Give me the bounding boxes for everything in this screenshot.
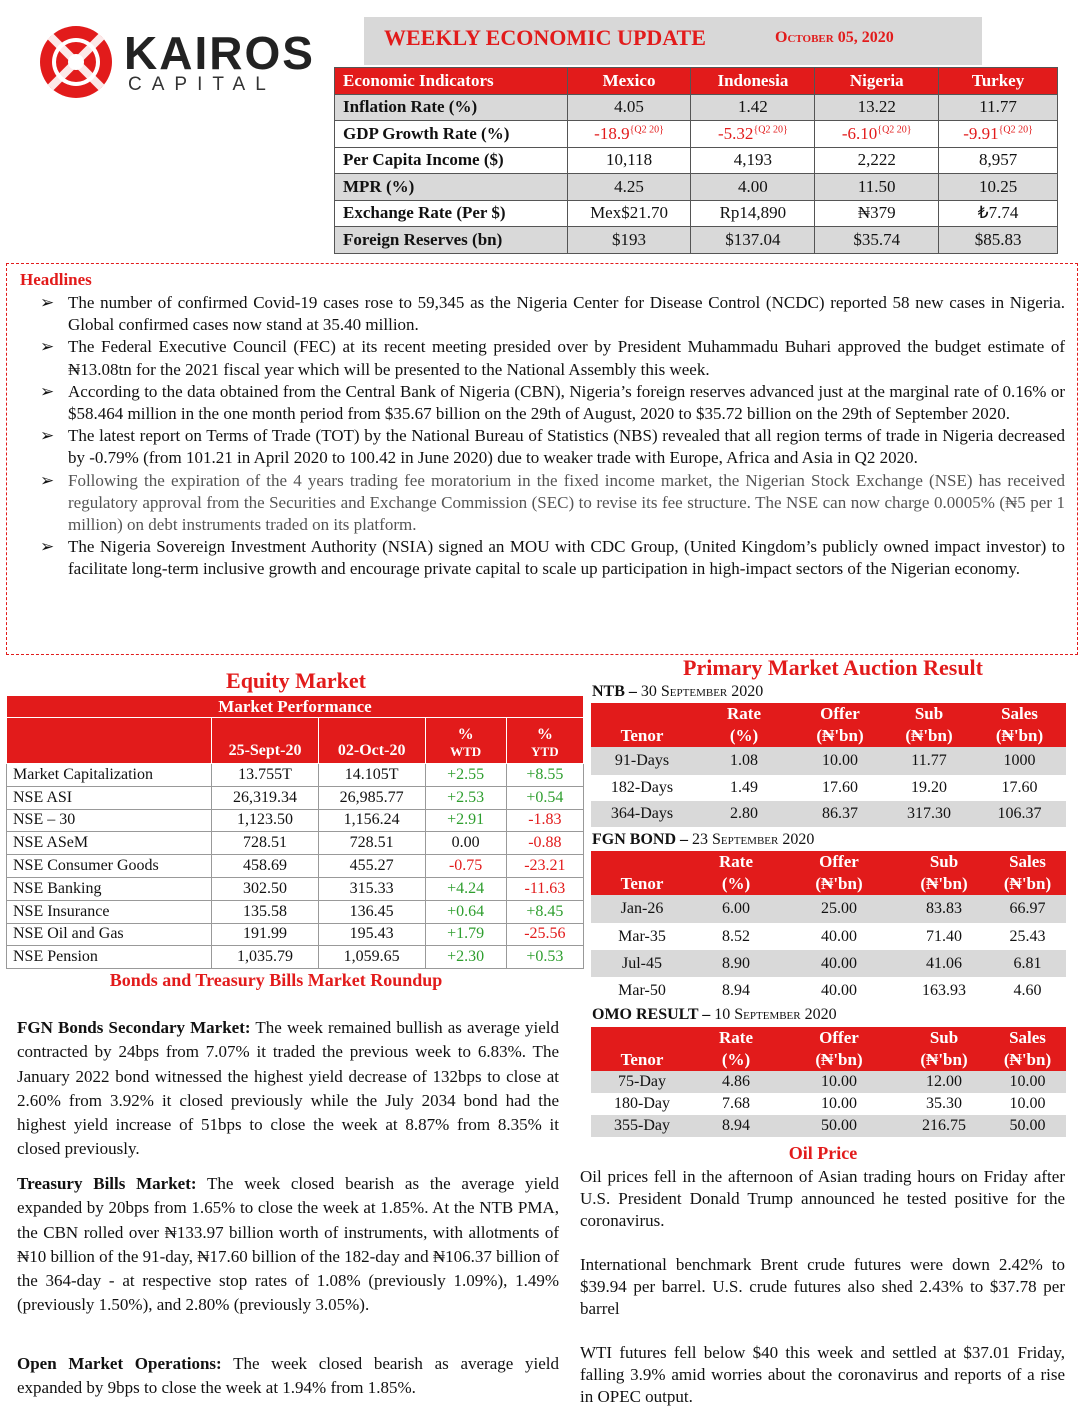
- indicator-value: 10,118: [567, 147, 691, 174]
- headline-item: ➢ The latest report on Terms of Trade (TOT) by the National Bureau of Statistics (NBS) revealed that all region terms of trade in Nigeria decreased by -0.79% (from 101.21 in April 2020 to 100.42 in June 2020) due to weaker trade with Europe, Africa and Asia in Q2 2020.: [40, 426, 1065, 468]
- auction-row: 355-Day 8.94 50.00 216.75 50.00: [591, 1115, 1066, 1137]
- auction-header-row: Tenor Rate (%) Offer (₦'bn) Sub (₦'bn) Sales (₦'bn): [591, 851, 1066, 895]
- auction-header-row: Tenor Rate (%) Offer (₦'bn) Sub (₦'bn) Sales (₦'bn): [591, 1027, 1066, 1071]
- indicator-label: MPR (%): [335, 174, 568, 201]
- indicators-header-cell: Nigeria: [815, 68, 939, 95]
- indicator-value: 10.25: [939, 174, 1058, 201]
- arrow-bullet-icon: ➢: [40, 381, 55, 401]
- indicator-value: $85.83: [939, 227, 1058, 254]
- indicator-row-gdp: [335, 121, 1058, 148]
- equity-row: NSE ASI 26,319.34 26,985.77 +2.53 +0.54: [7, 786, 584, 809]
- economic-indicators-table: [334, 67, 1058, 254]
- indicator-label: GDP Growth Rate (%): [335, 121, 568, 148]
- indicator-value: 13.22: [815, 94, 939, 121]
- oil-paragraph: International benchmark Brent crude futures were down 2.42% to $39.94 per barrel. U.S. crude futures also shed 2.43% to $37.78 per barrel: [580, 1255, 1065, 1319]
- indicator-label: Exchange Rate (Per $): [335, 200, 568, 227]
- headlines-title: Headlines: [20, 270, 92, 289]
- indicator-value: 11.77: [939, 94, 1058, 121]
- auction-row: 364-Days 2.80 86.37 317.30 106.37: [591, 801, 1066, 827]
- headlines-box: [6, 263, 1078, 655]
- arrow-bullet-icon: ➢: [40, 293, 55, 312]
- equity-row: Market Capitalization 13.755T 14.105T +2.55 +8.55: [7, 764, 584, 787]
- equity-header-cell: 25-Sept-20: [212, 718, 319, 764]
- omo-section-label: OMO RESULT – 10 September 2020: [592, 1006, 837, 1023]
- kairos-logo: [36, 22, 326, 102]
- arrow-bullet-icon: ➢: [40, 470, 55, 490]
- oil-paragraph: WTI futures fell below $40 this week and settled at $37.01 Friday, falling 3.9% amid worries about the coronavirus and reports of a rise in OPEC output.: [580, 1343, 1065, 1407]
- auction-row: 180-Day 7.68 10.00 35.30 10.00: [614, 1095, 1046, 1112]
- equity-row: NSE Pension 1,035.79 1,059.65 +2.30 +0.53: [7, 946, 584, 969]
- quarter-note: {Q2 20}: [629, 124, 664, 136]
- quarter-note: {Q2 20}: [998, 124, 1033, 136]
- auction-row: Jul-45 8.90 40.00 41.06 6.81: [591, 950, 1066, 977]
- indicator-value: 1.42: [691, 94, 815, 121]
- equity-header-row: [7, 718, 584, 764]
- omo-paragraph: Open Market Operations: The week closed bearish as average yield expanded by 9bps to close the week at 1.94% from 1.85%.: [17, 1354, 559, 1398]
- indicator-value: $-9.91^{\{Q2 20\}}$: [939, 121, 1058, 148]
- arrow-bullet-icon: ➢: [40, 537, 55, 557]
- market-performance-title: Market Performance: [7, 696, 584, 718]
- auction-row: Mar-35 8.52 40.00 71.40 25.43: [618, 927, 1046, 945]
- auction-row: 91-Days 1.08 10.00 11.77 1000: [591, 747, 1066, 775]
- brand-name: KAIROS: [124, 27, 315, 79]
- auction-row: 75-Day 4.86 10.00 12.00 10.00: [591, 1071, 1066, 1093]
- headline-item: ➢ According to the data obtained from the Central Bank of Nigeria (CBN), Nigeria’s foreign reserves advanced just at the marginal rate of 0.16% or $58.464 million in the one month period from $35.67 billion on the 29th of August, 2020 to $35.72 billion on the 29th of September 2020.: [40, 381, 1065, 424]
- report-title: WEEKLY ECONOMIC UPDATE: [384, 25, 706, 50]
- auction-row: Mar-50 8.94 40.00 163.93 4.60: [618, 981, 1042, 999]
- indicators-header-cell: Mexico: [567, 68, 691, 95]
- indicator-value: 4,193: [691, 147, 815, 174]
- equity-row: NSE Insurance 135.58 136.45 +0.64 +8.45: [7, 900, 584, 923]
- oil-price-title: Oil Price: [788, 1143, 858, 1163]
- indicator-row-inflation: [335, 94, 1058, 121]
- arrow-bullet-icon: ➢: [40, 426, 55, 446]
- headline-item: ➢ The Nigeria Sovereign Investment Authority (NSIA) signed an MOU with CDC Group, (United Kingdom’s publicly owned impact investor) to facilitate long-term inclusive growth and encourage private capital to scale up participation in high-impact sectors of the Nigerian economy.: [40, 537, 1065, 579]
- indicator-label: Foreign Reserves (bn): [335, 227, 568, 254]
- brand-subtitle: CAPITAL: [128, 74, 276, 95]
- fgn-bond-section-label: FGN BOND – 23 September 2020: [592, 831, 815, 848]
- indicator-value: Rp14,890: [691, 200, 815, 227]
- arrow-bullet-icon: ➢: [40, 337, 55, 357]
- indicator-row-reserves: [335, 227, 1058, 254]
- oil-paragraph: Oil prices fell in the afternoon of Asian trading hours on Friday after U.S. President Donald Trump announced he tested positive for the coronavirus.: [580, 1167, 1065, 1231]
- omo-result-table: [591, 1027, 1066, 1137]
- report-date: October 05, 2020: [775, 29, 894, 46]
- indicator-value: $193: [567, 227, 691, 254]
- market-performance-row: [7, 696, 584, 718]
- indicators-header-cell: Economic Indicators: [335, 68, 568, 95]
- headline-item: ➢ The Federal Executive Council (FEC) at its recent meeting presided over by President Muhammadu Buhari approved the budget estimate of ₦13.08tn for the 2021 fiscal year which will be presented to the National Assembly this week.: [40, 337, 1065, 379]
- quarter-note: {Q2 20}: [753, 124, 788, 136]
- indicator-row-per-capita: [335, 147, 1058, 174]
- indicator-value: $-5.32^{\{Q2 20\}}$: [691, 121, 815, 148]
- indicator-value: 4.00: [691, 174, 815, 201]
- equity-row: NSE Consumer Goods 458.69 455.27 -0.75 -23.21: [7, 855, 584, 878]
- equity-header-cell: 02-Oct-20: [318, 718, 425, 764]
- kairos-emblem-icon: [36, 22, 116, 102]
- fgn-bonds-paragraph: FGN Bonds Secondary Market: The week remained bullish as average yield contracted by 24bps from 7.07% it traded the previous week to 6.83%. The January 2022 bond witnessed the highest yield decrease of 132bps to close at 2.60% from 3.92% it closed previously while the July 2034 bond had the highest yield increase of 51bps to close the week at 8.87% from 8.35% it closed previously.: [17, 1018, 559, 1159]
- indicator-value: 11.50: [815, 174, 939, 201]
- equity-row: NSE Oil and Gas 191.99 195.43 +1.79 -25.56: [7, 923, 584, 946]
- indicator-value: 4.05: [567, 94, 691, 121]
- indicator-label: Inflation Rate (%): [335, 94, 568, 121]
- auction-header-row: Tenor Rate (%) Offer (₦'bn) Sub (₦'bn) Sales (₦'bn): [591, 703, 1066, 747]
- bonds-section-title: Bonds and Treasury Bills Market Roundup: [109, 970, 443, 990]
- equity-market-table: [6, 695, 584, 969]
- indicator-value: $-6.10^{\{Q2 20\}}$: [815, 121, 939, 148]
- fgn-bond-auction-table: [591, 851, 1066, 1004]
- equity-row: NSE Banking 302.50 315.33 +4.24 -11.63: [7, 877, 584, 900]
- equity-market-title: Equity Market: [226, 668, 366, 693]
- indicator-value: 2,222: [815, 147, 939, 174]
- indicator-row-mpr: [335, 174, 1058, 201]
- indicators-header-row: [335, 68, 1058, 95]
- indicator-label: Per Capita Income ($): [335, 147, 568, 174]
- indicator-value: 8,957: [939, 147, 1058, 174]
- indicator-value: $-18.9^{\{Q2 20\}}$: [567, 121, 691, 148]
- indicator-value: Mex$21.70: [567, 200, 691, 227]
- ntb-auction-table: [591, 703, 1066, 827]
- indicators-header-cell: Turkey: [939, 68, 1058, 95]
- indicator-value: ₺7.74: [939, 200, 1058, 227]
- indicator-value: 4.25: [567, 174, 691, 201]
- primary-market-title: Primary Market Auction Result: [683, 655, 983, 680]
- indicator-row-exchange: [335, 200, 1058, 227]
- indicator-value: $35.74: [815, 227, 939, 254]
- headlines-list: [20, 292, 1065, 581]
- equity-header-blank: [7, 718, 212, 764]
- equity-header-cell: % YTD: [506, 718, 583, 764]
- headline-item: ➢ Following the expiration of the 4 years trading fee moratorium in the fixed income market, the Nigerian Stock Exchange (NSE) has received regulatory approval from the Securities and Exchange Commission (SEC) to revise its fee structure. The NSE can now charge 0.0005% (₦5 per 1 million) on debt instruments traded on its platform.: [40, 470, 1065, 535]
- treasury-bills-paragraph: Treasury Bills Market: The week closed bearish as the average yield expanded by 20bps from 1.65% to close the week at 1.85%. At the NTB PMA, the CBN rolled over ₦133.97 billion worth of instruments, with allotments of ₦10 billion of the 91-day, ₦17.60 billion of the 182-day and ₦106.37 billion of the 364-day - at respective stop rates of 1.08% (previously 1.09%), 1.49% (previously 1.50%), and 2.80% (previously 3.05%).: [17, 1174, 559, 1315]
- equity-row: NSE ASeM 728.51 728.51 0.00 -0.88: [7, 832, 584, 855]
- headline-item: ➢ The number of confirmed Covid-19 cases rose to 59,345 as the Nigeria Center for Disease Control (NCDC) reported 58 new cases in Nigeria. Global confirmed cases now stand at 35.40 million.: [40, 293, 1065, 335]
- quarter-note: {Q2 20}: [877, 124, 912, 136]
- equity-header-cell: % WTD: [425, 718, 506, 764]
- equity-row: NSE – 30 1,123.50 1,156.24 +2.91 -1.83: [7, 809, 584, 832]
- auction-row: Jan-26 6.00 25.00 83.83 66.97: [591, 895, 1066, 923]
- auction-row: 182-Days 1.49 17.60 19.20 17.60: [610, 779, 1038, 796]
- ntb-section-label: NTB – 30 September 2020: [592, 683, 764, 700]
- indicator-value: ₦379: [815, 200, 939, 227]
- indicator-value: $137.04: [691, 227, 815, 254]
- report-banner: [364, 17, 982, 65]
- indicators-header-cell: Indonesia: [691, 68, 815, 95]
